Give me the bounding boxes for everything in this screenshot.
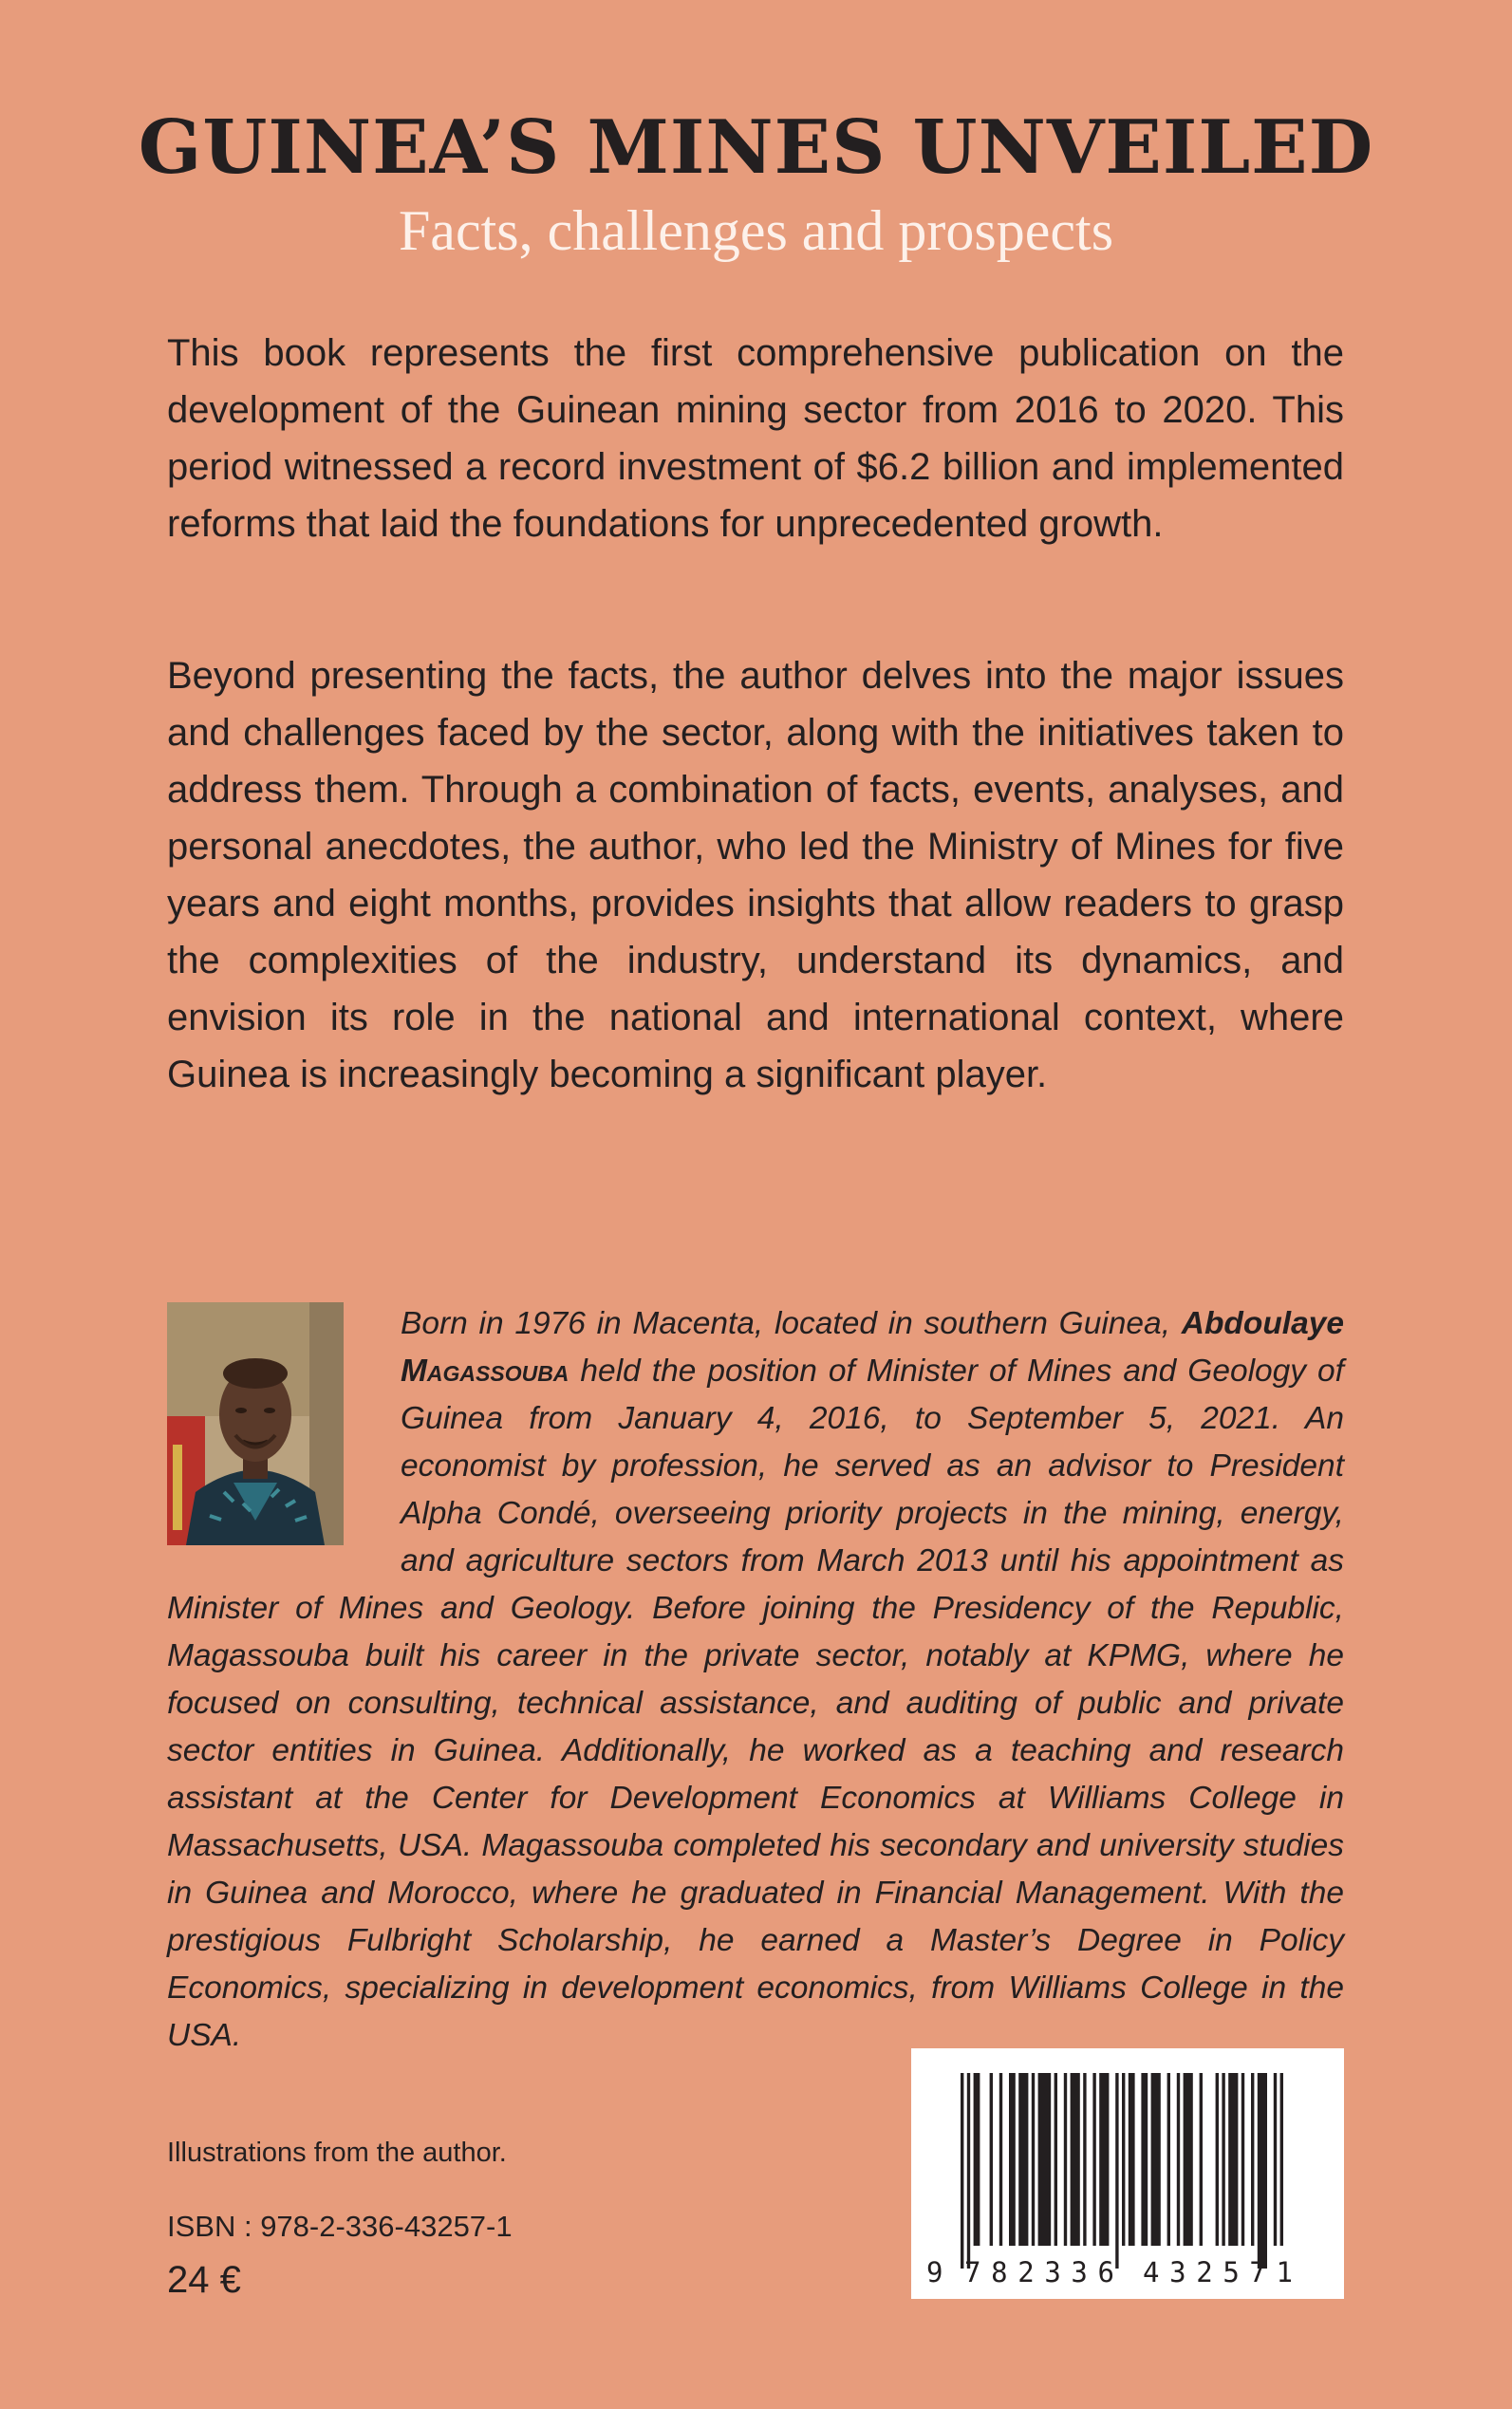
description-paragraph-1: This book represents the first comprehensive publication on the development of the Guinean mining sector from 2016 to 2020. This period witnessed a record investment of $6.2 billion and implemented reforms that laid the foundations for unprecedented growth. [167, 332, 1344, 545]
barcode-bar [1200, 2073, 1203, 2246]
barcode-bar [1055, 2073, 1057, 2246]
barcode-bar [1092, 2073, 1095, 2246]
author-last-name: Magassouba [401, 1354, 569, 1389]
barcode-bar [1083, 2073, 1086, 2246]
book-subtitle: Facts, challenges and prospects [398, 199, 1114, 262]
barcode-bar [967, 2073, 970, 2269]
book-title: GUINEA’S MINES UNVEILED [138, 104, 1374, 191]
description-paragraph-2: Beyond presenting the facts, the author delves into the major issues and challenges faced by the sector, along with the initiatives taken to address them. Through a combination of facts, events, analyses, and personal anecdotes, the author, who led the Ministry of Mines for five years and eight months, provides insights that allow readers to grasp the complexities of the industry, understand its dynamics, and envision its role in the national and international context, where Guinea is increasingly becoming a significant player. [167, 655, 1344, 1095]
barcode-bar [1216, 2073, 1219, 2246]
isbn: ISBN : 978-2-336-43257-1 [167, 2210, 513, 2243]
author-bio [167, 1300, 1344, 2060]
barcode-bar [1274, 2073, 1277, 2246]
barcode-bar [1129, 2073, 1135, 2246]
barcode-bar [1071, 2073, 1080, 2246]
barcode-bar [1141, 2073, 1148, 2246]
barcode-bar [1009, 2073, 1016, 2246]
author-portrait [167, 1302, 344, 1545]
illustrations-credit: Illustrations from the author. [167, 2138, 507, 2168]
barcode-bar [1251, 2073, 1254, 2246]
barcode-bars [911, 2048, 1344, 2299]
barcode-bar [1151, 2073, 1161, 2246]
barcode-digit-lead: 9 [926, 2256, 943, 2288]
barcode-bar [1228, 2073, 1238, 2246]
barcode-bar [1122, 2073, 1125, 2246]
barcode-bar [1258, 2073, 1267, 2269]
barcode-bar [961, 2073, 963, 2269]
barcode-bar [1241, 2073, 1244, 2246]
author-first-name: Abdoulaye [1181, 1306, 1344, 1341]
barcode-bar [1032, 2073, 1035, 2246]
barcode-bar [974, 2073, 980, 2246]
barcode-bar [1177, 2073, 1180, 2246]
barcode-bar [999, 2073, 1002, 2246]
barcode-digits-left: 782336 [964, 2256, 1114, 2288]
barcode-bar [1115, 2073, 1118, 2269]
barcode-bar [1280, 2073, 1283, 2246]
barcode-bar [990, 2073, 993, 2246]
barcode-bar [1184, 2073, 1193, 2246]
barcode-digits-right: 432571 [1143, 2256, 1293, 2288]
barcode-bar [1222, 2073, 1224, 2246]
barcode [911, 2048, 1344, 2299]
barcode-bar [1099, 2073, 1109, 2246]
barcode-bar [1167, 2073, 1170, 2246]
bio-intro: Born in 1976 in Macenta, located in southern Guinea, [401, 1306, 1182, 1341]
barcode-bar [1018, 2073, 1028, 2246]
price: 24 € [167, 2259, 241, 2301]
barcode-bar [1038, 2073, 1052, 2246]
barcode-bar [1064, 2073, 1067, 2246]
bio-text: held the position of Minister of Mines and Geology of Guinea from January 4, 2016, to September 5, 2021. An economist by profession, he served as an advisor to President Alpha Condé, overseeing priority projects in the mining, energy, and agriculture sectors from March 2013 until his appointment as Minister of Mines and Geology. Before joining the Presidency of the Republic, Magassouba built his career in the private sector, notably at KPMG, where he focused on consulting, technical assistance, and auditing of public and private sector entities in Guinea. Additionally, he worked as a teaching and research assistant at the Center for Development Economics at Williams College in Massachusetts, USA. Magassouba completed his secondary and university studies in Guinea and Morocco, where he graduated in Financial Management. With the prestigious Fulbright Scholarship, he earned a Master’s Degree in Policy Economics, specializing in development economics, from Williams College in the USA. [167, 1354, 1344, 2053]
